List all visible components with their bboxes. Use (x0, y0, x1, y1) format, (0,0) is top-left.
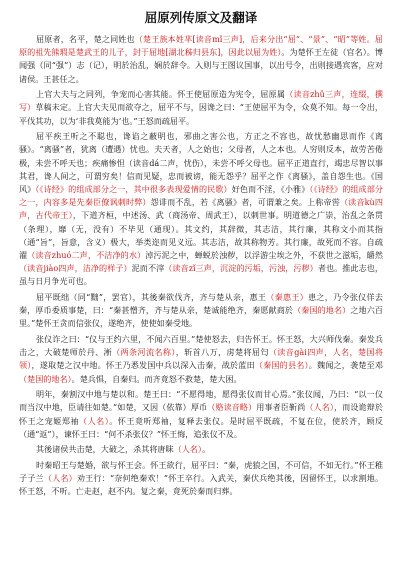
body-text: 屈原者，名平，楚之同姓也 (36, 34, 135, 44)
body-text: 草稿未定。上官大夫见而欲夺之，屈平不与，因谗之曰：“王使屈平为令，众莫不知。每一令出，平伐其功，以为‘非我莫能为’也。”王怒而疏屈平。 (19, 102, 383, 126)
body-text: 。怀王竟听郑袖，复释去张仪。是时屈平既疏，不复在位，使於齐，顾反（通“返”），谏怀王曰：“何不杀张仪？”怀王悔，追张仪不及。 (19, 415, 383, 439)
annotation-text: （秦国的地名） (293, 305, 351, 316)
annotation-text: （秦惠王） (266, 292, 309, 303)
annotation-text: （读音jiào四声，洁净的样子） (19, 263, 132, 274)
paragraph (19, 291, 383, 331)
body-text: 屈平既绌（同“黜”，罢官），其後秦欲伐齐，齐与楚从亲，惠王 (36, 292, 267, 303)
body-text: 明年，秦割汉中地与楚以和。楚王曰：“不愿得地，愿得张仪而甘心焉。”张仪闻，乃曰：“以一仪而当汉中地，臣请往如楚。”如楚，又因（依靠）厚币 (19, 389, 383, 413)
body-text: ，遂取楚之汉中地。怀王乃悉发国中兵以深入击秦，战於蓝田 (31, 360, 255, 371)
body-text: 其後诸侯共击楚，大破之，杀其将唐眜 (36, 444, 174, 455)
paragraph (19, 33, 383, 86)
body-text: ，斩首八万，虏楚将屈匄 (175, 347, 269, 358)
annotation-text: （读音gài四声，人名，楚国将领） (19, 347, 383, 371)
annotation-text: （读音zhuó二声，不洁净的水） (27, 250, 146, 261)
paragraph (19, 333, 383, 386)
body-text: 淖污泥之中，蝉蜕於浊秽，以浮游尘埃之外，不获世之滋垢，皭然 (145, 250, 383, 261)
body-text: 劝王行：“奈何绝秦欢！”怀王卒行。入武关，秦伏兵绝其後，因留怀王，以求割地。怀王怒，不听。亡走赵，赵不内。复之秦，竟死於秦而归葬。 (19, 473, 383, 497)
body-text: ，下道齐桓，中述汤、武（商汤帝、周武王），以刺世事。明道德之广崇，治乱之条贯（条理），靡（无，没有）不毕见（通现）。其文约，其辞微，其志洁，其行廉，其称文小而其指（通“旨”，旨意，含义）极大，举类迩而见义远。其志洁，故其称物芳。其行廉，故死而不容。自疏濯 (19, 210, 383, 261)
body-text: 之地六百里。”楚怀王贪而信张仪，遂绝齐，使使如秦受地。 (19, 305, 383, 329)
annotation-text: （人名） (305, 402, 334, 413)
body-text: 。为楚怀王左徒（官名）。博闻强（同“强”）志（记），明於治乱，娴於辞令。入则与王图议国事，以出号令，出则接遇宾客，应对诸侯。王甚任之。 (19, 47, 383, 84)
body-text: 时秦昭王与楚婚，欲与怀王会。怀王欲行，屈平曰：“秦，虎狼之国，不可信，不如无行。”怀王稚子子兰 (19, 460, 383, 484)
annotation-text: （秦国的县名） (254, 360, 309, 371)
body-text: 者也。推此志也，虽与日月争光可也。 (19, 263, 383, 287)
annotation-text: （两条河流名称） (112, 347, 176, 358)
annotation-text: （人名） (173, 444, 202, 455)
body-text: 上官大夫与之同列，争宠而心害其能。怀王使屈原造为宪令，屈原属 (36, 89, 286, 100)
annotation-text: （赂读音略） (207, 402, 257, 413)
annotation-text: （人名） (79, 415, 110, 426)
body-text: 泥而不滓 (131, 263, 165, 274)
paragraph (19, 130, 383, 288)
annotation-text: （楚国的地名） (19, 373, 72, 384)
annotation-text: （读音zǐ三声，沉淀的污垢，污浊，污秽） (164, 263, 318, 274)
body-text: 。 (201, 444, 211, 455)
body-text: 好色而不淫，《小雅》 (231, 184, 310, 195)
body-text: 屈平疾王听之不聪也，谗谄之蔽明也，邪曲之害公也，方正之不容也，故忧愁幽思而作《离骚》。“离骚”者，犹离（遭遇）忧也。夫天者，人之始也；父母者，人之本也。人穷则反本，故劳苦倦极，未尝不呼天也；疾痛惨怛（读音dá二声，忧伤），未尝不呼父母也。屈平正道直行，竭忠尽智以事其君，谗人间之，可谓穷矣！信而见疑，忠而被谤，能无怨乎？屈平之作《离骚》，盖自怨生也。《国风》 (19, 131, 383, 195)
body-text: 怨诽而不乱，若《离骚》者，可谓兼之矣。上称帝喾 (150, 197, 340, 208)
paragraph (19, 88, 383, 128)
document-title: 屈原列传原文及翻译 (144, 10, 258, 25)
body-text: 。魏闻之，袭楚至邓 (308, 360, 383, 371)
body-text: 张仪诈之曰：“仪与王约六里，不闻六百里。”楚使怒去，归告怀王。怀王怒，大兴师伐秦。秦发兵击之，大破楚师於丹、淅 (19, 334, 383, 358)
document-body (19, 33, 383, 499)
annotation-text: （楚王族本姓芈[读音mǐ三声]，后来分出“屈”、“景”、“昭”等姓。屈原的祖先熊瑕是楚武王的儿子，封于屈地[湖北秭归县东]，因此以屈为姓） (19, 34, 383, 58)
annotation-text: （《诗经》的组成部分之一，其中很多表现爱情的民歌） (35, 184, 232, 195)
paragraph (19, 388, 383, 441)
annotation-text: （人名） (43, 473, 77, 484)
body-text: 用事者臣靳尚 (256, 402, 306, 413)
annotation-text: （读音kù四声，古代帝王） (19, 197, 383, 221)
annotation-text: （读音zhǔ三声，连缀，撰写） (19, 89, 383, 113)
body-text: 患之，乃令张仪佯去秦，厚币委质事楚，曰：“秦甚憎齐，齐与楚从亲，楚诚能绝齐，秦愿献商於 (19, 292, 383, 316)
body-text: 。楚兵惧，自秦归。而齐竟怒不救楚，楚大困。 (71, 373, 242, 384)
body-text: ，而设诡辩於怀王之宠姬郑袖 (19, 402, 383, 426)
paragraph (19, 443, 383, 456)
paragraph (19, 459, 383, 499)
annotation-text: （《诗经》的组成部分之一，内容多是先秦臣僚讽刺时弊） (19, 184, 383, 208)
